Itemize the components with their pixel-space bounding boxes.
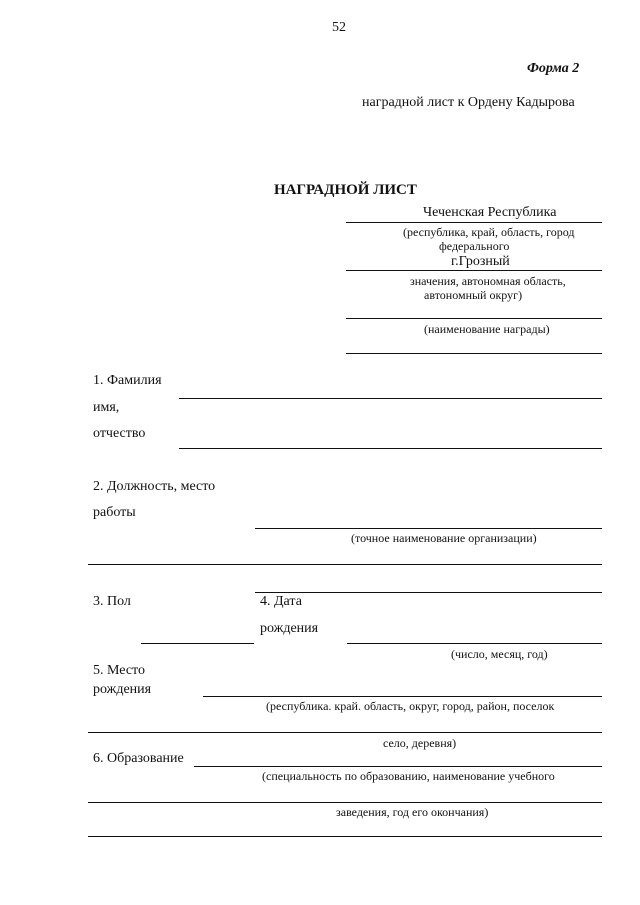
region-hint-3: значения, автономная область, <box>410 274 566 288</box>
dob-hint: (число, месяц, год) <box>451 647 548 661</box>
education-hint-2: заведения, год его окончания) <box>336 805 489 819</box>
dob-line[interactable] <box>347 643 602 644</box>
education-line-3[interactable] <box>88 836 602 837</box>
sex-label: 3. Пол <box>93 594 131 609</box>
education-line[interactable] <box>194 766 602 767</box>
birthplace-label-2: рождения <box>93 682 152 697</box>
education-hint-1: (специальность по образованию, наименование учебного <box>262 769 555 783</box>
position-label-1: 2. Должность, место <box>93 479 216 494</box>
education-label: 6. Образование <box>93 751 184 766</box>
surname-label: 1. Фамилия <box>93 373 162 388</box>
surname-line[interactable] <box>179 398 602 399</box>
award-line-2[interactable] <box>346 353 602 354</box>
region-hint-4: автономный округ) <box>424 288 523 302</box>
patronymic-line[interactable] <box>179 448 602 449</box>
education-line-2[interactable] <box>88 802 602 803</box>
city-value: г.Грозный <box>451 254 510 269</box>
subtitle: наградной лист к Ордену Кадырова <box>362 95 575 110</box>
award-line[interactable] <box>346 318 602 319</box>
position-label-2: работы <box>93 505 136 520</box>
org-line-2[interactable] <box>88 564 602 565</box>
region-line <box>346 222 602 223</box>
birthplace-line-2[interactable] <box>88 732 602 733</box>
form-label: Форма 2 <box>527 61 580 76</box>
region-hint-1: (республика, край, область, город <box>403 225 575 239</box>
dob-label-1: 4. Дата <box>260 594 302 609</box>
sex-line[interactable] <box>141 643 254 644</box>
birthplace-line[interactable] <box>203 696 602 697</box>
org-line-3[interactable] <box>255 592 602 593</box>
birthplace-label-1: 5. Место <box>93 663 145 678</box>
region-hint-2: федерального <box>439 239 510 253</box>
birthplace-hint-2: село, деревня) <box>383 736 457 750</box>
dob-label-2: рождения <box>260 621 319 636</box>
name-label: имя, <box>93 400 120 415</box>
patronymic-label: отчество <box>93 426 146 441</box>
award-hint: (наименование награды) <box>424 322 550 336</box>
region-value: Чеченская Республика <box>423 205 557 220</box>
org-hint: (точное наименование организации) <box>351 531 537 545</box>
position-line[interactable] <box>255 528 602 529</box>
birthplace-hint-1: (республика. край. область, округ, город, район, поселок <box>266 699 555 713</box>
page-number: 52 <box>332 20 346 35</box>
city-line <box>346 270 602 271</box>
document-title: НАГРАДНОЙ ЛИСТ <box>274 182 417 198</box>
